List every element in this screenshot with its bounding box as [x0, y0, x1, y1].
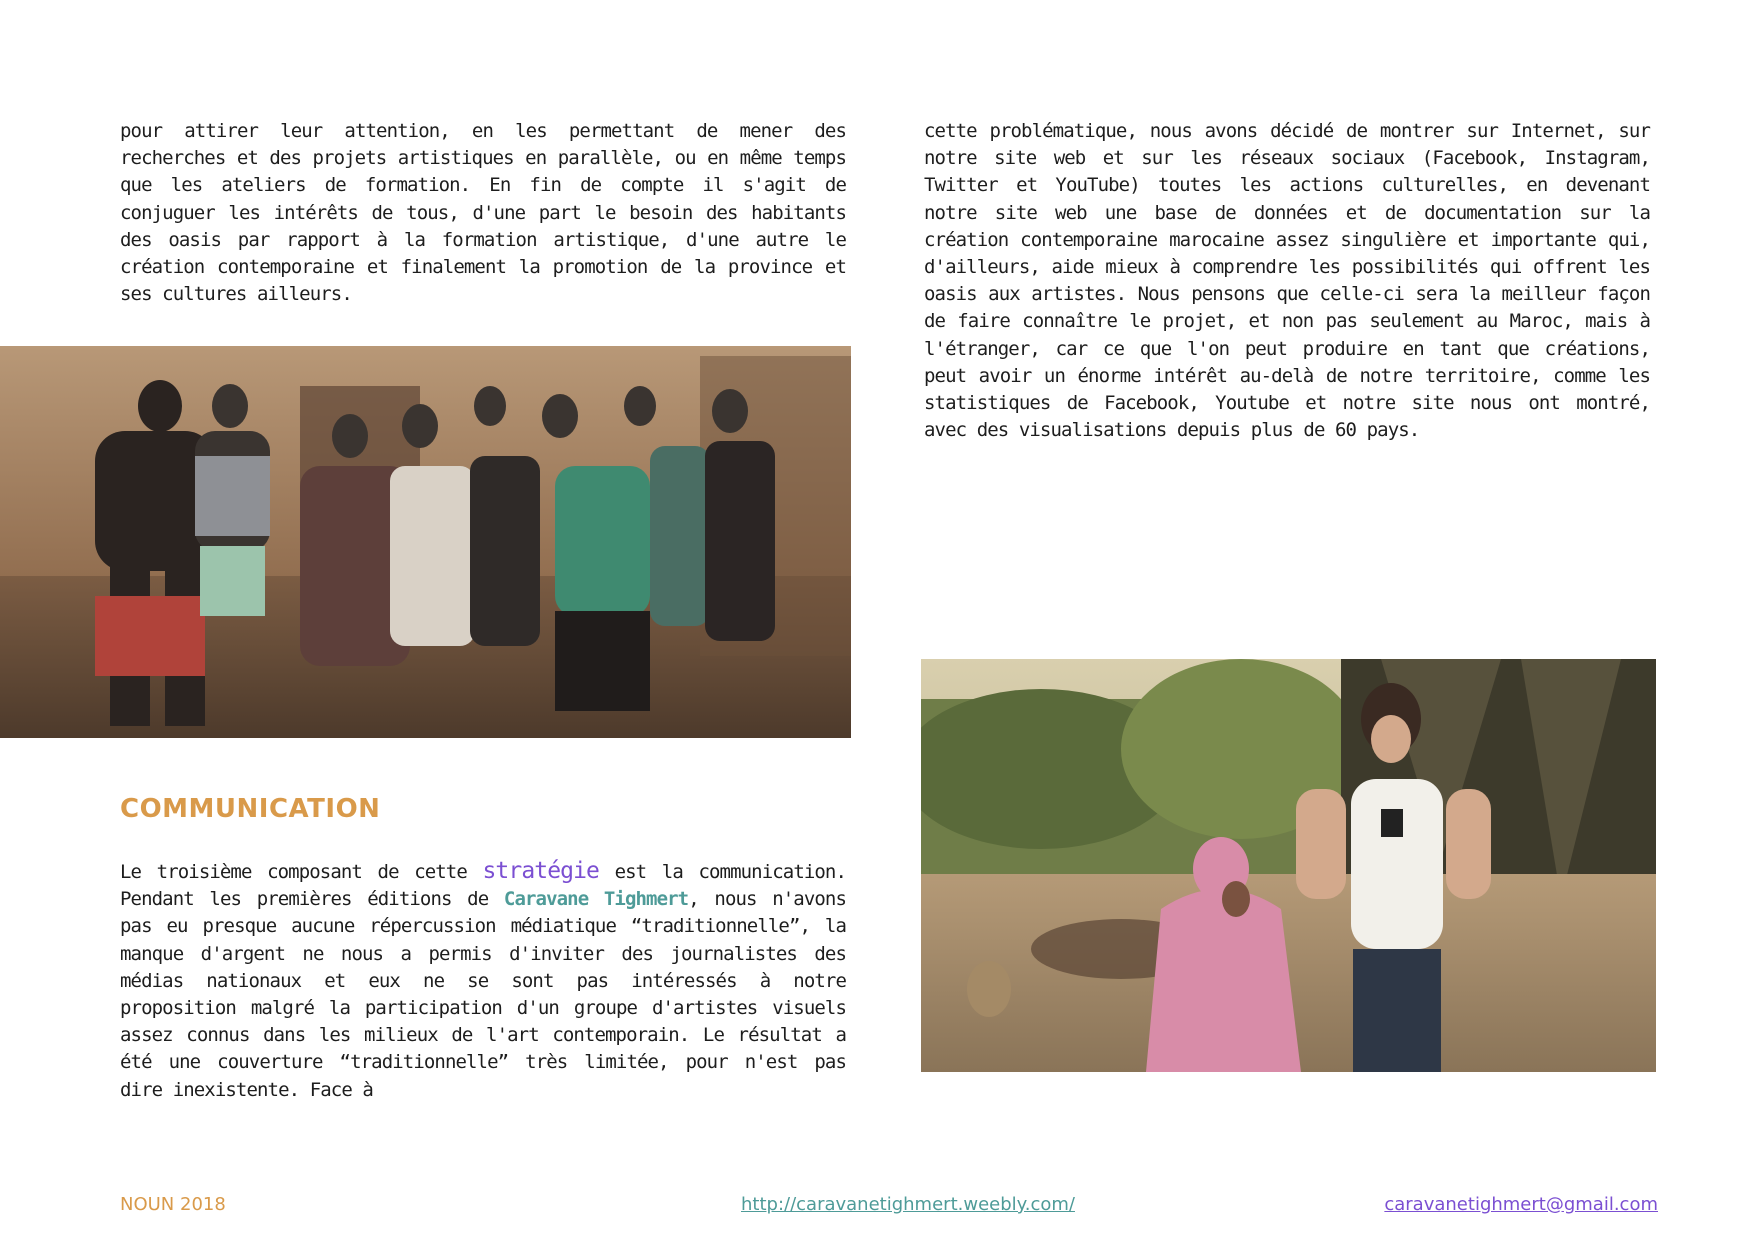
footer-publication: NOUN 2018 — [120, 1194, 226, 1215]
highlight-strategie: stratégie — [482, 858, 600, 884]
body-paragraph-left-top: pour attirer leur attention, en les permettant de mener des recherches et des projets artistiques en parallèle, ou en même temps que les ateliers de formation. En fin de compte il s'agit de conjuguer les intérêts de tous, d'une part le besoin des habitants des oasis par rapport à la formation artistique, d'une autre le création contemporaine et finalement la promotion de la province et ses cultures ailleurs. — [120, 120, 846, 306]
group-photo-illustration — [0, 346, 851, 738]
body-paragraph-right-top: cette problématique, nous avons décidé de montrer sur Internet, sur notre site web et sur les réseaux sociaux (Facebook, Instagram, Twitter et YouTube) toutes les actions culturelles, en devenant notre site web une base de données et de documentation sur la création contemporaine marocaine assez singulière et importante qui, d'ailleurs, aide mieux à comprendre les possibilités qui offrent les oasis aux artistes. Nous pensons que celle-ci sera la meilleur façon de faire connaître le projet, et non pas seulement au Maroc, mais à l'étranger, car ce que l'on peut produire en tant que créations, peut avoir un énorme intérêt au-delà de notre territoire, comme les statistiques de Facebook, Youtube et notre site nous ont montré, avec des visualisations depuis plus de 60 pays. — [924, 120, 1650, 442]
footer-email-link[interactable]: caravanetighmert@gmail.com — [1384, 1194, 1658, 1215]
group-photo — [0, 346, 851, 738]
oasis-photo — [921, 659, 1656, 1072]
paragraph-text: est la communication. Pendant les premières éditions de — [120, 861, 847, 911]
footer-website-link[interactable]: http://caravanetighmert.weebly.com/ — [741, 1194, 1075, 1215]
oasis-photo-illustration — [921, 659, 1656, 1072]
highlight-caravane-tighmert: Caravane Tighmert — [503, 888, 689, 911]
section-heading-communication: COMMUNICATION — [120, 794, 381, 824]
paragraph-text: , nous n'avons pas eu presque aucune répercussion médiatique “traditionnelle”, la manque d'argent ne nous a permis d'inviter des journalistes des médias nationaux et eux ne se sont pas intéressés à notre proposition malgré la participation d'un groupe d'artistes visuels assez connus dans les milieux de l'art contemporain. Le résultat a été une couverture “traditionnelle” très limitée, pour n'est pas dire inexistente. Face à — [120, 888, 847, 1101]
body-paragraph-communication — [120, 858, 846, 1104]
paragraph-text: Le troisième composant de cette — [120, 861, 483, 883]
